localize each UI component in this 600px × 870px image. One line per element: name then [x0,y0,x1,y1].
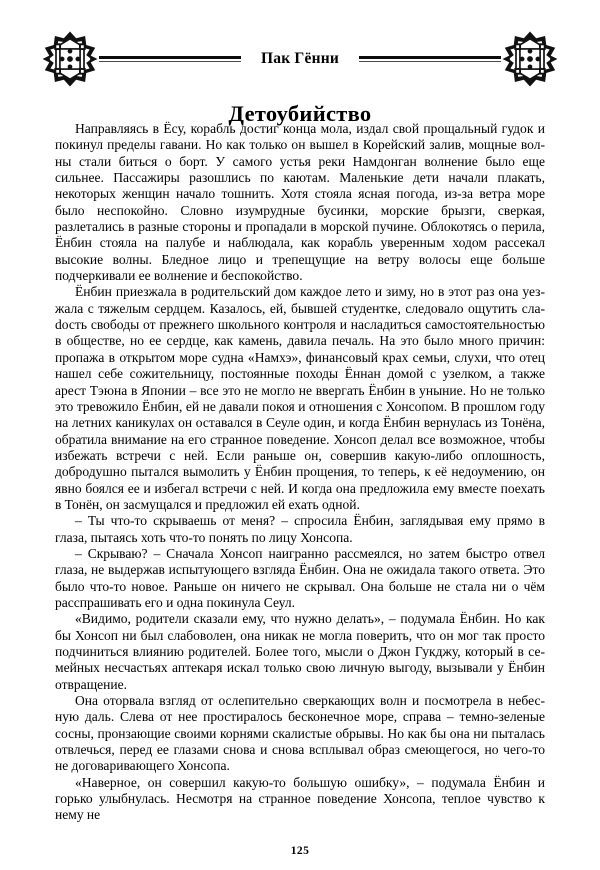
paragraph: – Скрываю? – Сначала Хонсоп наигранно рассмеялся, но затем быстро отвел глаза, не выдержав испытующего взгляда Ёнбин. Она не ожидала такого ответа. Это было что-то новое. Раньше он ничего не скрывал. Она больше не стала ни о чём расспрашивать его и одна покинула Сеул. [55,545,545,610]
chapter-title: Детоубийство [228,101,372,127]
star-rosette-ornament-icon [502,31,558,87]
running-head [42,30,558,88]
page-number: 125 [290,845,310,857]
header-rule-right [358,56,502,61]
paragraph: – Ты что-то скрываешь от меня? – спросила Ёнбин, заглядывая ему прямо в глаза, пытаясь хоть что-то понять по лицу Хонсопа. [55,513,545,545]
paragraph: Она оторвала взгляд от ослепительно сверкающих волн и посмотрела в небесную даль. Слева от нее простиралось бесконечное море, справа – темно-зеленые сосны, пронзающие своими корнями скалистые обрывы. Но как бы она ни пыталась отвлечься, перед ее глазами снова и снова всплывал образ смеющегося, но чего-то не договаривающего Хонсопа. [55,693,545,774]
header-ornament-right-group [358,31,558,87]
paragraph: Ёнбин приезжала в родительский дом каждое лето и зиму, но в этот раз она уезжала с тяжелым сердцем. Казалось, ей, бывшей студентке, следовало ощутить слаdость свободы от прежнего школьного контроля и насладиться самостоятельностью в обществе, но ее сердце, как камень, давила печаль. На это было много причин: пропажа в открытом море судна «Намхэ», финансовый крах семьи, слухи, что отец нашел себе сожительницу, постоянные походы Ённан домой с узелком, а также арест Тэюна в Японии – все это не могло не ввергать Ёнбин в уныние. Но не только это тревожило Ёнбин, ей не давали покоя и отношения с Хонсопом. В прошлом году на летних каникулах он оставался в Сеуле один, и когда Ёнбин вернулась из Тонёна, обратила внимание на его странное поведение. Хонсоп делал все возможное, чтобы избежать встречи с ней. Если раньше он, совершив какую-либо оплошность, добродушно пытался вымолить у Ёнбин прощения, то теперь, к её недоумению, он явно боялся ее и избегал встречи с ней. И когда она предложила ему вместе поехать в Тонён, он засмущался и предложил ей ехать одной. [55,284,545,512]
paragraph: «Видимо, родители сказали ему, что нужно делать», – подумала Ёнбин. Но как бы Хонсоп ни был слабоволен, она никак не могла поверить, что он мог так просто подчиниться влиянию родителей. Более того, мысли о Джон Гукджу, который в семейных несчастьях аптекаря искал только свою личную выгоду, вызывали у Ёнбин отвращение. [55,611,545,692]
paragraph: «Наверное, он совершил какую-то большую ошибку», – подумала Ёнбин и горько улыбнулась. Несмотря на странное поведение Хонсопа, теплое чувство к нему не [55,774,545,823]
author-name: Пак Гённи [261,50,339,67]
header-rule-left [98,56,242,61]
body-text [55,121,545,824]
star-rosette-ornament-icon [42,31,98,87]
header-ornament-left-group [42,31,242,87]
paragraph: Направляясь в Ёсу, корабль достиг конца мола, издал свой прощальный гудок и покинул пределы гавани. Но как только он вышел в Корейский залив, мощные волны стали биться о борт. У самого устья реки Намдонган волнение было еще сильнее. Пассажиры разошлись по каютам. Маленькие дети начали плакать, некоторых женщин начало тошнить. Хотя стояла ясная погода, из-за ветра море было неспокойно. Словно изумрудные бусинки, морские брызги, сверкая, разлетались в разные стороны и пропадали в морской пучине. Облокотясь о перила, Ёнбин стояла на палубе и наблюдала, как корабль уверенным ходом рассекал высокие волны. Бледное лицо и трепещущие на ветру волосы еще больше подчеркивали ее волнение и беспокойство. [55,121,545,284]
